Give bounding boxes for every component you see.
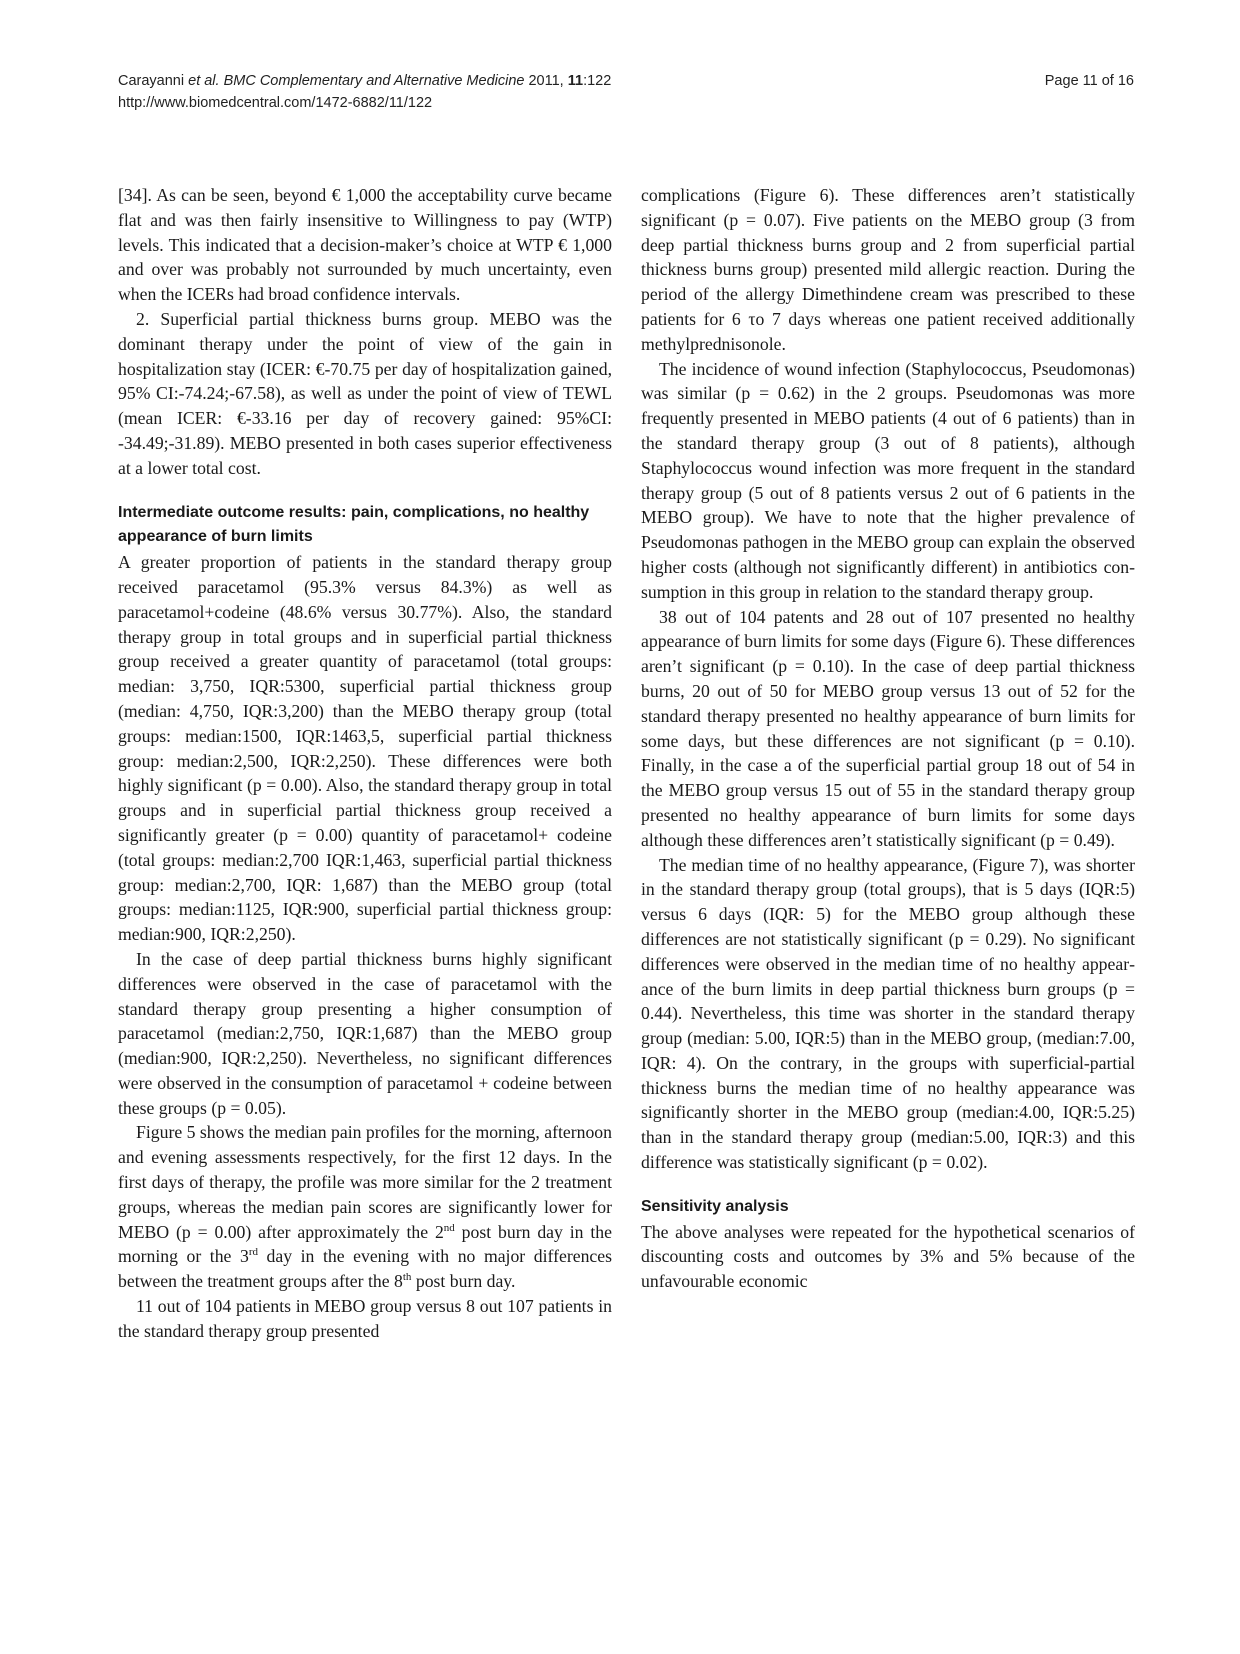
paragraph: The above analyses were repeated for the hypothetical scenarios of discounting costs and outcomes by 3% and 5% because of the unfavourable economic [641,1221,1135,1292]
text-run: day in the evening with no major differences between the treatment groups after the 8 [118,1246,612,1292]
paragraph: The incidence of wound infection (Staphylococcus, Pseudomonas) was similar (p = 0.62) in the 2 groups. Pseudomonas was more frequently presented in MEBO patients (4 out of 6 patients) than in the standard therapy group (3 out of 8 patients), although Staphylococcus wound infection was more frequent in the standard therapy group (5 out of 8 patients versus 2 out of 6 patients in the MEBO group). We have to note that the higher prevalence of Pseudomonas pathogen in the MEBO group can explain the observed higher costs (although not significantly different) in antibiotics consumption in this group in relation to the standard therapy group. [641,358,1135,602]
superscript: th [402,1271,412,1284]
citation-journal: et al. BMC Complementary and Alternative Medicine [188,73,525,89]
page-header [118,70,1134,114]
paragraph: 38 out of 104 patents and 28 out of 107 presented no healthy appearance of burn limits for some days (Figure 6). These differences aren’t significant (p = 0.10). In the case of deep partial thickness burns, 20 out of 50 for MEBO group versus 13 out of 52 for the standard therapy presented no healthy appearance of burn limits for some days, but these differences are not significant (p = 0.10). Finally, in the case a of the superficial partial group 18 out of 54 in the MEBO group versus 15 out of 55 in the standard therapy group presented no healthy appearance of burn limits for some days although these differences aren’t statistically significant (p = 0.49). [641,606,1135,850]
citation-volume: 11 [567,73,584,89]
text-run: post burn day in the morning or the 3 [118,1221,612,1267]
article-url[interactable]: http://www.biomedcentral.com/1472-6882/11/122 [118,95,433,111]
citation-year: 2011, [524,73,568,89]
citation-article: :122 [583,73,612,89]
page-number: Page 11 of 16 [1044,73,1134,89]
paragraph: [34]. As can be seen, beyond € 1,000 the acceptability curve became flat and was then fairly insensitive to Willingness to pay (WTP) levels. This indicated that a decision-maker’s choice at WTP € 1,000 and over was probably not surrounded by much uncertainty, even when the ICERs had broad confidence intervals. [118,185,612,305]
citation-authors: Carayanni [118,73,189,89]
text-run: post burn day. [411,1271,516,1292]
text-run: Figure 5 shows the median pain profiles for the morning, afternoon and evening assessments respectively, for the first 12 days. In the first days of therapy, the profile was more similar for the 2 treatment groups, whereas the median pain scores are significantly lower for MEBO (p = 0.00) after approximately the 2 [118,1122,612,1242]
superscript: nd [443,1221,455,1234]
superscript: rd [248,1246,258,1259]
paragraph: In the case of deep partial thickness burns highly significant differences were observed in the case of paracetamol with the standard therapy group presenting a higher consumption of paracetamol (median:2,750, IQR:1,687) than the MEBO group (median:900, IQR:2,250). Nevertheless, no significant differences were observed in the consumption of paracetamol + codeine between these groups (p = 0.05). [118,948,612,1118]
paragraph [118,1120,612,1294]
paragraph: 11 out of 104 patients in MEBO group versus 8 out 107 patients in the standard therapy group presented [118,1296,612,1341]
paragraph: complications (Figure 6). These differences aren’t statistically significant (p = 0.07). Five patients on the MEBO group (3 from deep partial thickness burns group and 2 from superficial partial thickness burns group) presented mild allergic reaction. During the period of the allergy Dimethindene cream was prescribed to these patients for 6 το 7 days whereas one patient received additionally methylprednisonole. [641,185,1135,354]
section-heading: Sensitivity analysis [641,1197,789,1215]
paragraph: The median time of no healthy appearance, (Figure 7), was shorter in the standard therapy group (total groups), that is 5 days (IQR:5) versus 6 days (IQR: 5) for the MEBO group although these differences are not statistically significant (p = 0.29). No significant differences were observed in the median time of no healthy appearance of the burn limits in deep partial thickness burn groups (p = 0.44). Nevertheless, this time was shorter in the standard therapy group (median: 5.00, IQR:5) than in the MEBO group, (median:7.00, IQR: 4). On the contrary, in the groups with superficial-partial thickness burns the median time of no healthy appearance was significantly shorter in the MEBO group (median:4.00, IQR:5.25) than in the standard therapy group (median:5.00, IQR:3) and this difference was statistically significant (p = 0.02). [641,854,1135,1173]
right-column [641,183,1135,1294]
left-column [118,183,612,1344]
paragraph: 2. Superficial partial thickness burns group. MEBO was the dominant therapy under the point of view of the gain in hospitalization stay (ICER: €-70.75 per day of hospitalization gained, 95% CI:-74.24;-67.58), as well as under the point of view of TEWL (mean ICER: €-33.16 per day of recovery gained: 95%CI: -34.49;-31.89). MEBO presented in both cases superior effectiveness at a lower total cost. [118,308,612,478]
section-heading: Intermediate outcome results: pain, complications, no healthy appearance of burn limits [118,503,590,546]
journal-citation [118,70,1134,92]
paragraph: A greater proportion of patients in the standard therapy group received paracetamol (95.3% versus 84.3%) as well as paracetamol+codeine (48.6% versus 30.77%). Also, the standard therapy group in total groups and in superficial partial thickness group received a greater quantity of paracetamol (total groups: median: 3,750, IQR:5300, superficial partial thickness group (median: 4,750, IQR:3,200) than the MEBO therapy group (total groups: median:1500, IQR:1463,5, superficial partial thickness group: median:2,500, IQR:2,250). These differences were both highly significant (p = 0.00). Also, the standard therapy group in total groups and in superficial partial thickness group received a significantly greater (p = 0.00) quantity of paracetamol+ codeine (total groups: median:2,700 IQR:1,463, superficial partial thickness group: median:2,700, IQR: 1,687) than the MEBO group (total groups: median:1125, IQR:900, superficial partial thickness group: median:900, IQR:2,250). [118,552,612,945]
